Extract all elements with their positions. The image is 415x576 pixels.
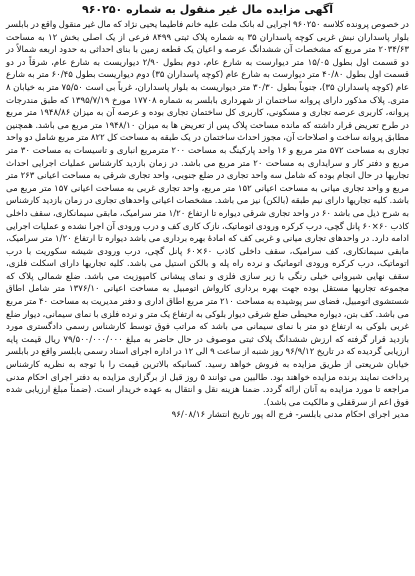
notice-body: در خصوص پرونده کلاسه ۹۶۰۲۵۰ اجرایی له بانک ملت علیه خانم فاطیما یحیی نژاد که مال غیر منقول واقع در بابلسر بلوار پاسداران نبش غربی کوچه پاسداران ۳۵ به شماره پلاک ثبتی ۸۴۹۹ فرعی از یک اصلی بخش ۱۲ به مساحت ۲۰۳۴/۶۳ متر مربع که مشخصات آن ششدانگ عرصه و اعیان یک قطعه زمین با بنای احداثی به حدود اربعه شمالاً در دو قسمت اول بطول ۱۵/۰۵ متر دیوارست به شارع عام، دوم بطول ۲/۹۰ دیواریست به شارع عام، شرقاً در دو قسمت اول بطول ۴۰/۸۰ متر دیوارست به شارع عام (کوچه پاسداران ۳۵) دوم دیواریست بطول ۶۰/۴۵ متر به شارع عام (کوچه پاسداران ۳۵)، جنوباً بطول ۳۰/۳۰ متر دیواریست به بلوار پاسداران، غرباً بی است ۷۵/۵۰ متر به خیابان ۸ متری. پلاک مذکور دارای پروانه ساختمان از شهرداری بابلسر به شماره ۱۷۷۰۸ مورخ ۱۳۹۵/۷/۱۹ که طبق مندرجات پروانه، کاربری عرصه تجاری و مسکونی، کاربری کل ساختمان تجاری بوده و عرصه آن به میزان ۱۹۴۸/۸۶ متر مربع در طرح تعریض قرار داشته که مانده مساحت پلاک پس از تعریض ها به میزان ۱۹۴۸/۱۰ متر مربع می باشد. همچنین مطابق پروانه ساخت و اصلاحات آن، مجوز احداث ساختمان در یک طبقه به مساحت کل ۸۲۲ متر مربع شامل دو واحد تجاری به مساحت ۵۷۲ متر مربع و ۱۶ واحد پارکینگ به مساحت ۲۰۰ مترمربع انباری و تاسیسات به مساحت ۳۰ متر مربع و دفتر کار و سرایداری به مساحت ۲۰ متر مربع می باشد. در زمان بازدید کارشناس عملیات اجرایی احداث تجاریها در حال انجام بوده که شامل سه واحد تجاری در ضلع جنوبی، واحد تجاری شرقی به مساحت اعیانی ۲۶۳ متر مربع و واحد تجاری میانی به مساحت اعیانی ۱۵۲ متر مربع، واحد تجاری غربی به مساحت اعیانی ۱۵۷ متر مربع می باشد. کلیه تجاریها دارای نیم طبقه (بالکن) نیز می باشد. مشخصات اعیانی واحدهای تجاری در زمان بازدید کارشناس به شرح ذیل می باشد ۶۰ در واحد تجاری شرقی دیواره تا ارتفاع ۱/۲۰ متر سرامیک، مابقی سیمانکاری، سقف داخلی کاذب ۶۰×۶۰ پانل گچی، درب کرکره ورودی اتوماتیک، نازک کاری کف و درب ورودی آن اجرا نشده و عملیات اجرایی ادامه دارد. در واحدهای تجاری میانی و غربی کف که امادۀ بهره برداری می باشد دیواره تا ارتفاع ۱/۲۰ متر سرامیک، مابقی سیمانکاری، کف سرامیک، سقف داخلی کاذب ۶۰×۶۰ پانل گچی، درب ورودی شیشه سکوریت با درب اتوماتیک، درب کرکره ورودی اتوماتیک و نرده راه پله و بالکن استیل می باشد. کلیه تجاریها دارای اسکلت فلزی، سقف نهایی شیروانی خیلی رنگی با زیر سازی فلزی و نمای پیشانی کامپوزیت می باشد. ضلع شمالی پلاک که مجموعه تجاریها مستقل بوده جهت بهره برداری کارواش اتومبیل به مساحت اعیانی ۱۳۷۶/۱۰ متر شامل اطاق شستشوی اتومبیل، فضای سر پوشیده به مساحت ۲۱۰ متر مربع اطاق اداری و دفتر مدیریت به مساحت ۴۰ متر مربع می باشد. کف بتن، دیواره محیطی ضلع شرقی دیوار بلوکی به ارتفاع یک متر و نرده فلزی با نمای سیمانی، دیوار ضلع غربی بلوکی به ارتفاع دو متر با نمای سیمانی می باشد که مراتب فوق توسط کارشناس رسمی دادگستری مورد بازدید قرار گرفته که ارزش ششدانگ پلاک ثبتی موصوف در حال حاضر به مبلغ ۷۹/۵۰۰/۰۰۰/۰۰۰ ریال قیمت پایه ارزیابی گردیده که در تاریخ ۹۶/۹/۱۲ روز شنبه از ساعت ۹ الی ۱۲ در اداره اجرای اسناد رسمی بابلسر واقع در بابلسر خیابان شریعتی از طریق مزایده به فروش خواهد رسید. کسانیکه بالاترین قیمت را با توجه به نظریه کارشناس پرداخت نمایند برنده مزایده خواهند بود. طالبین می توانند ۵ روز قبل از برگزاری مزایده به دفتر اجرای احکام مدنی مراجعه تا مورد مزایده به آنان ارائه گردد. ضمنا هزینه نقل و انتقال به عهده خریدار است. (ضمناً مبلغ ارزیابی شده فوق اعم از سرقفلی و مالکیت می باشد).: [6, 20, 410, 408]
notice-footer: مدیر اجرای احکام مدنی بابلسر- فرج اله پور تاریخ انتشار ۹۶/۰۸/۱۶: [171, 410, 409, 421]
notice-title: آگهی مزایده مال غیر منقول به شماره ۹۶۰۲۵۰: [81, 3, 333, 16]
